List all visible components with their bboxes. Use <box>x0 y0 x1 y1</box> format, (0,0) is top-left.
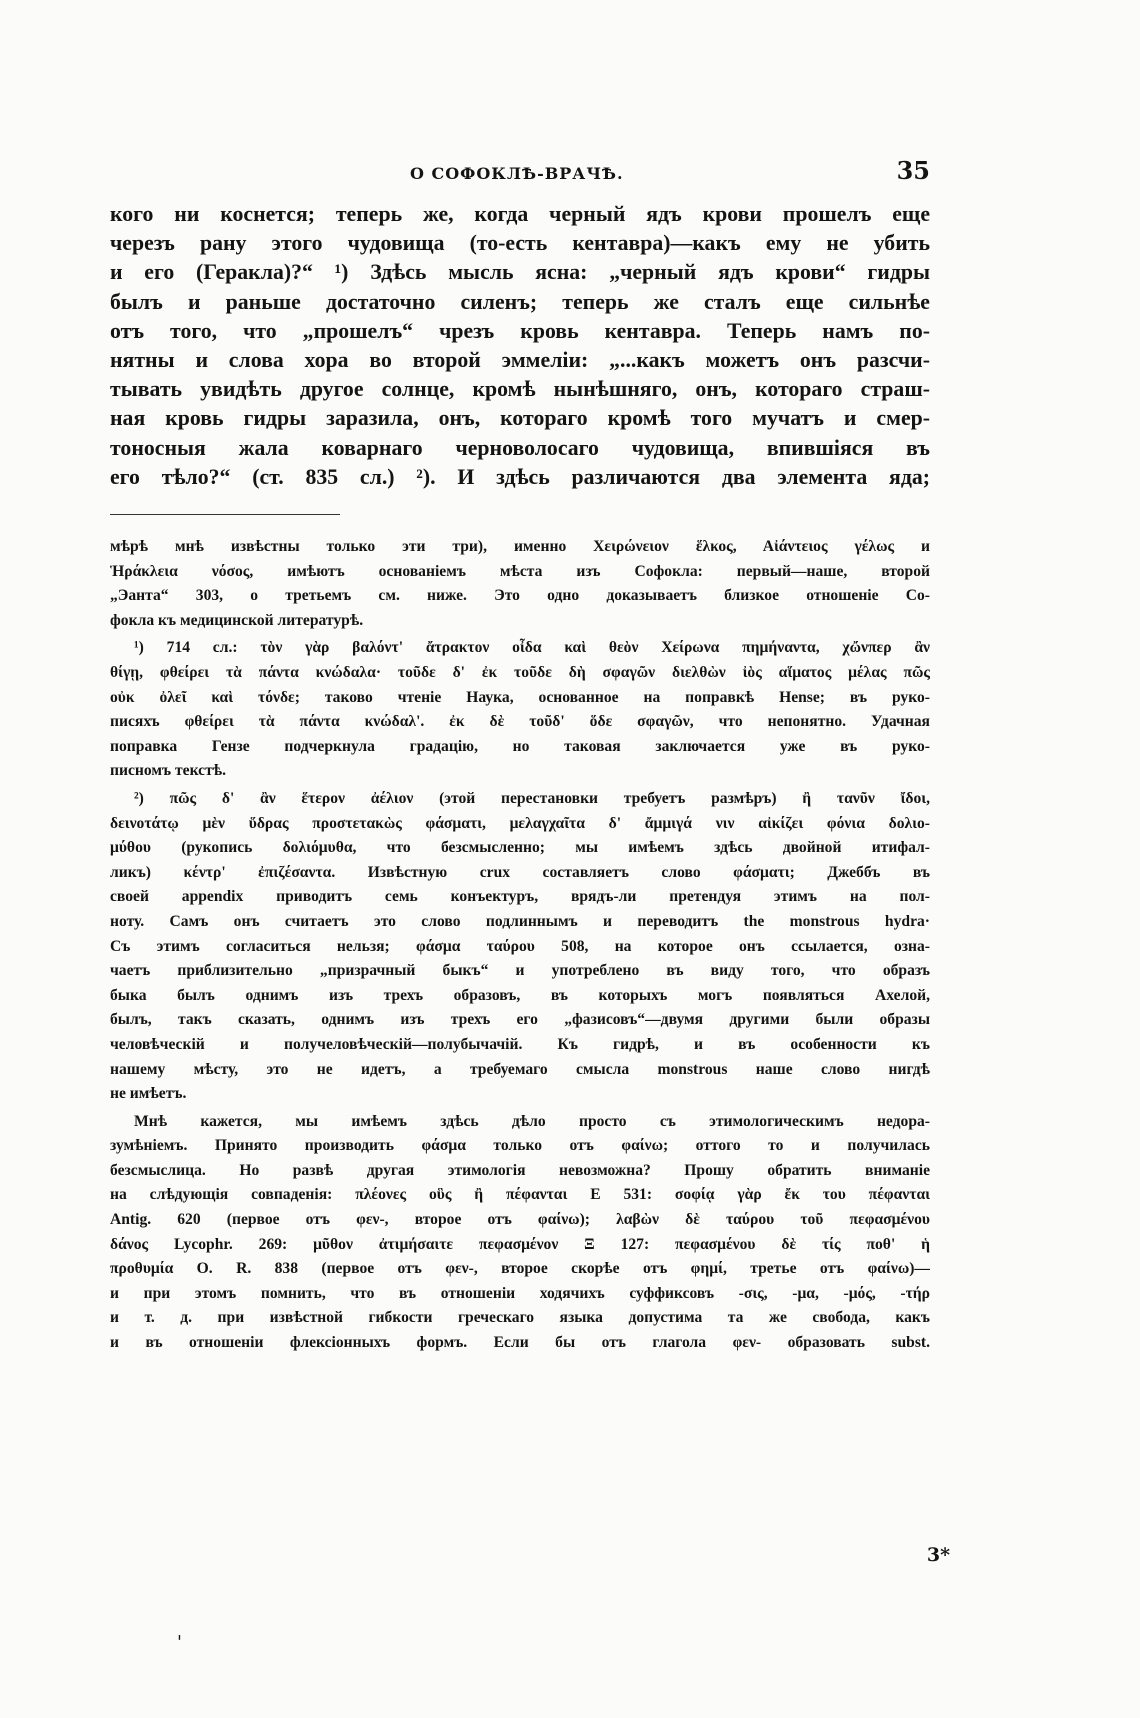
text-line: тывать увидѣть другое солнце, кромѣ нынѣшняго, онъ, котораго страш- <box>110 377 930 402</box>
footnote-line: быка былъ однимъ изъ трехъ образовъ, въ которыхъ могъ появляться Ахелой, <box>110 986 930 1004</box>
footnote-line: не имѣетъ. <box>110 1085 187 1103</box>
footnote-divider <box>110 514 340 515</box>
footnote-line: „Эанта“ 303, о третьемъ см. ниже. Это одно доказываетъ близкое отношеніе Со- <box>110 587 930 605</box>
text-line: отъ того, что „прошелъ“ чрезъ кровь кентавра. Теперь намъ по- <box>110 318 930 343</box>
footnote-line: Мнѣ кажется, мы имѣемъ здѣсь дѣло просто съ этимологическимъ недора- <box>134 1112 930 1130</box>
footnote-line: человѣческій и получеловѣческій—полубычачій. Къ гидрѣ, и въ особенности къ <box>110 1035 930 1053</box>
footnote-line: и при этомъ помнить, что въ отношеніи ходячихъ суффиксовъ -σις, -μα, -μός, -τήρ <box>110 1284 930 1302</box>
text-line: былъ и раньше достаточно силенъ; теперь же сталъ еще сильнѣе <box>110 289 930 314</box>
footnote-line: нашему мѣсту, это не идетъ, а требуемаго смысла monstrous наше слово нигдѣ <box>110 1060 930 1078</box>
footnote-line: своей appendix приводитъ семь конъектуръ, врядъ-ли претендуя этимъ на пол- <box>110 888 930 906</box>
footnote-line: ¹) 714 сл.: τὸν γὰρ βαλόντ' ἄτρακτον οἶδα καὶ θεὸν Χείρωνα πημήναντα, χὤνπερ ἂν <box>134 639 930 657</box>
footnote-line: чаетъ приблизительно „призрачный быкъ“ и употреблено въ виду того, что образъ <box>110 962 930 980</box>
text-line: черезъ рану этого чудовища (то-есть кентавра)—какъ ему не убить <box>110 231 930 256</box>
footnote-line: ноту. Самъ онъ считаетъ это слово подлиннымъ и переводитъ the monstrous hydra· <box>110 912 930 930</box>
footnote-line: фокла къ медицинской литературѣ. <box>110 611 364 629</box>
page-number: 35 <box>896 156 930 185</box>
text-line: ная кровь гидры заразила, онъ, котораго кромѣ того мучатъ и смер- <box>110 406 930 431</box>
text-line: тоносныя жала коварнаго черноволосаго чудовища, впившіяся въ <box>110 435 930 460</box>
text-line: кого ни коснется; теперь же, когда черный ядъ крови прошелъ еще <box>110 202 930 226</box>
footnote-line: на слѣдующія совпаденія: πλέονες οὓς ἢ πέφανται Ε 531: σοφίᾳ γὰρ ἔκ του πέφανται <box>110 1186 930 1204</box>
footnote-continuation <box>110 535 930 633</box>
footnote-line: писяхъ φθείρει τὰ πάντα κνώδαλ'. ἐκ δὲ τοῦδ' ὅδε σφαγῶν, что непонятно. Удачная <box>110 713 930 731</box>
footnote-line: писномъ текстѣ. <box>110 762 227 780</box>
footnote-line: поправка Гензе подчеркнула градацію, но таковая заключается уже въ руко- <box>110 737 930 755</box>
stray-mark: ' <box>177 1632 182 1653</box>
footnote-line: безсмыслица. Но развѣ другая этимологія невозможна? Прошу обратить вниманіе <box>110 1161 930 1179</box>
text-line: его тѣло?“ (ст. 835 сл.) ²). И здѣсь различаются два элемента яда; <box>110 464 930 489</box>
footnote-line: Ἡράκλεια νόσος, имѣютъ основаніемъ мѣста изъ Софокла: первый—наше, второй <box>110 562 930 580</box>
footnote-line: δεινοτάτῳ μὲν ὕδρας προστετακὼς φάσματι, μελαγχαῖτα δ' ἄμμιγά νιν αἰκίζει φόνια δολιο- <box>110 814 930 832</box>
footnote-line: θίγῃ, φθείρει τὰ πάντα κνώδαλα· τοῦδε δ' ἐκ τοῦδε δὴ σφαγῶν διελθὼν ἰὸς αἵματος μέλας πῶς <box>110 664 930 681</box>
footnote-line: μύθου (рукопись δολιόμυθα, что безсмысленно; мы имѣемъ здѣсь двойной итифал- <box>110 839 930 857</box>
footnote-2-continued <box>110 1110 930 1356</box>
main-text <box>110 200 930 492</box>
footnote-line: Antig. 620 (первое отъ φεν-, второе отъ φαίνω); λαβὼν δὲ ταύρου τοῦ πεφασμένου <box>110 1211 930 1229</box>
signature-mark: 3* <box>926 1544 950 1566</box>
footnote-2 <box>110 787 930 1107</box>
text-line: и его (Геракла)?“ ¹) Здѣсь мысль ясна: „черный ядъ крови“ гидры <box>110 260 930 285</box>
footnote-line: Съ этимъ согласиться нельзя; φάσμα ταύρου 508, на которое онъ ссылается, озна- <box>110 937 930 955</box>
footnote-line: οὐκ ὀλεῖ καὶ τόνδε; таково чтеніе Наука, основанное на поправкѣ Hense; въ руко- <box>110 688 930 706</box>
running-title: О СОФОКЛѢ-ВРАЧѢ. <box>410 164 624 183</box>
footnote-line: и въ отношеніи флексіонныхъ формъ. Если бы отъ глагола φεν- образовать subst. <box>110 1334 930 1352</box>
footnote-line: ²) πῶς δ' ἂν ἕτερον ἀέλιον (этой перестановки требуетъ размѣръ) ἢ τανῦν ἴδοι, <box>134 789 930 807</box>
footnote-line: προθυμία Ο. R. 838 (первое отъ φεν-, второе скорѣе отъ φημί, третье отъ φαίνω)— <box>110 1260 930 1278</box>
footnote-line: зумѣніемъ. Принято производить φάσμα только отъ φαίνω; оттого то и получилась <box>110 1137 930 1155</box>
footnote-line: δάνος Lycophr. 269: μῦθον ἀτιμήσαιτε πεφασμένον Ξ 127: πεφασμένου δὲ τίς ποθ' ἡ <box>110 1235 930 1253</box>
footnote-1 <box>110 636 930 784</box>
footnote-line: ликъ) κέντρ' ἐπιζέσαντα. Извѣстную crux составляетъ слово φάσματι; Джеббъ въ <box>110 863 930 881</box>
footnote-line: былъ, такъ сказать, однимъ изъ трехъ его „фазисовъ“—двумя другими были образы <box>110 1011 930 1029</box>
text-line: нятны и слова хора во второй эммеліи: „...какъ можетъ онъ разсчи- <box>110 348 930 373</box>
page-header <box>110 150 930 190</box>
footnote-line: мѣрѣ мнѣ извѣстны только эти три), именно Χειρώνειον ἕλκος, Αἰάντειος γέλως и <box>110 538 930 556</box>
footnote-line: и т. д. при извѣстной гибкости греческаго языка допустима та же свобода, какъ <box>110 1309 930 1327</box>
book-page <box>110 150 930 1356</box>
footnotes <box>110 535 930 1356</box>
